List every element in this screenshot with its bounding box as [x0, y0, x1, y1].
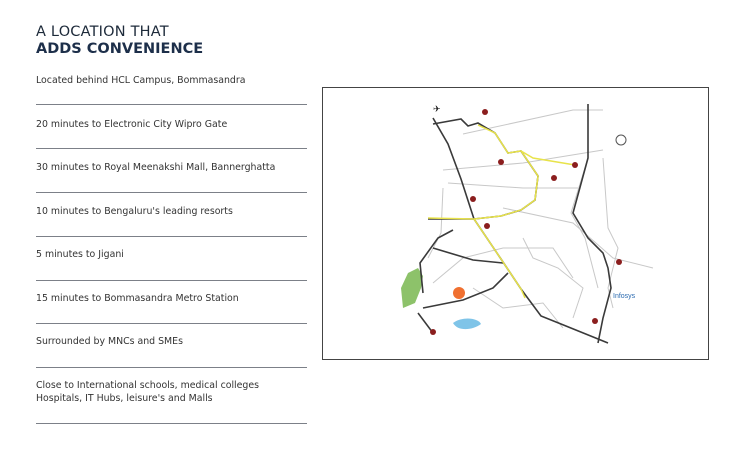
feature-item: 30 minutes to Royal Meenakshi Mall, Bannerghatta: [36, 162, 276, 173]
infosys-label: Infosys: [613, 293, 636, 300]
minor-road: [448, 183, 578, 188]
heading-line-2: ADDS CONVENIENCE: [36, 41, 204, 57]
feature-item: 5 minutes to Jigani: [36, 249, 124, 260]
feature-item: Surrounded by MNCs and SMEs: [36, 336, 183, 347]
compass-icon: [616, 135, 626, 145]
minor-road: [523, 238, 583, 318]
lake: [453, 319, 481, 330]
minor-road: [473, 288, 563, 328]
divider: [36, 104, 307, 105]
location-map: [322, 87, 709, 360]
feature-item: 15 minutes to Bommasandra Metro Station: [36, 293, 239, 304]
divider: [36, 148, 307, 149]
divider: [36, 280, 307, 281]
main-roads: [418, 104, 611, 343]
divider: [36, 236, 307, 237]
project-pin: [453, 287, 465, 299]
divider: [36, 192, 307, 193]
heading-line-1: A LOCATION THAT: [36, 24, 169, 40]
minor-road: [503, 208, 653, 268]
feature-item: Located behind HCL Campus, Bommasandra: [36, 75, 246, 86]
feature-item: 10 minutes to Bengaluru's leading resorts: [36, 206, 233, 217]
feature-item: Close to International schools, medical colleges Hospitals, IT Hubs, leisure's and Malls: [36, 380, 260, 404]
divider: [36, 367, 307, 368]
divider: [36, 323, 307, 324]
map-drawing: [323, 88, 708, 359]
airport-icon: ✈: [433, 105, 441, 115]
feature-item: 20 minutes to Electronic City Wipro Gate: [36, 119, 228, 130]
divider: [36, 423, 307, 424]
green-area: [401, 268, 423, 308]
minor-road: [571, 106, 598, 288]
section-heading: [36, 24, 203, 58]
